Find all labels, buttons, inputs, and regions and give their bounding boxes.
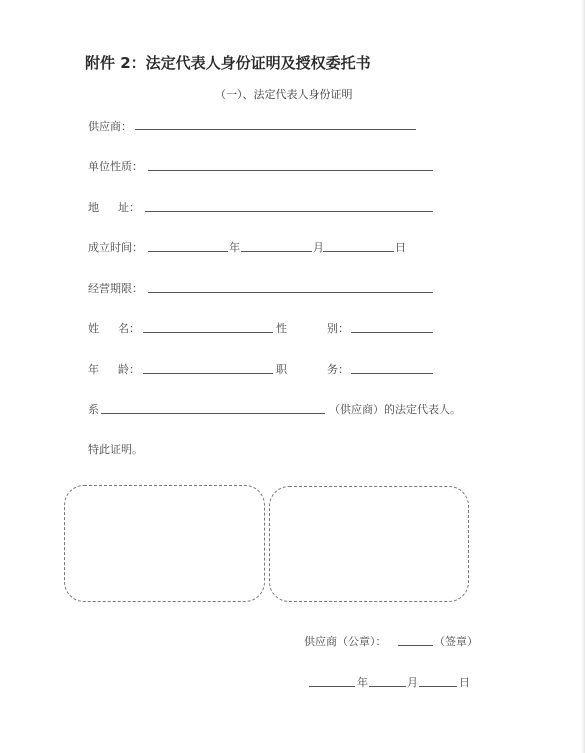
- address-label-first: 地: [88, 201, 99, 214]
- age-field[interactable]: [143, 373, 273, 374]
- sex-label-first: 性: [276, 322, 287, 335]
- position-label-first: 职: [276, 363, 287, 376]
- section-subtitle: （一）、法定代表人身份证明: [215, 88, 353, 101]
- document-title: 附件 2：法定代表人身份证明及授权委托书: [85, 54, 371, 72]
- sex-label-second: 别：: [327, 322, 349, 335]
- unit-nature-label: 单位性质：: [88, 160, 143, 173]
- sign-label: （签章）: [434, 635, 478, 648]
- position-label-second: 务：: [327, 363, 349, 376]
- unit-nature-field[interactable]: [148, 170, 433, 171]
- seal-field[interactable]: [398, 645, 433, 646]
- founded-year-unit: 年: [229, 241, 240, 254]
- sex-field[interactable]: [351, 332, 433, 333]
- id-card-back-box: [269, 486, 469, 602]
- founded-label: 成立时间：: [88, 241, 143, 254]
- legal-rep-supplier-field[interactable]: [101, 413, 325, 414]
- legal-rep-text: （供应商）的法定代表人。: [329, 403, 461, 416]
- supplier-field[interactable]: [135, 129, 416, 130]
- age-label-first: 年: [88, 363, 99, 376]
- page-edge-shadow: [581, 0, 585, 753]
- footer-month-unit: 月: [407, 676, 418, 689]
- supplier-seal-label: 供应商（公章）：: [304, 635, 387, 648]
- footer-year-field[interactable]: [309, 686, 355, 687]
- founded-day-field[interactable]: [323, 251, 394, 252]
- address-field[interactable]: [145, 211, 433, 212]
- age-label-second: 龄：: [118, 363, 140, 376]
- supplier-label: 供应商：: [88, 120, 132, 133]
- certify-text: 特此证明。: [88, 443, 143, 456]
- address-label-second: 址：: [118, 201, 140, 214]
- position-field[interactable]: [351, 373, 433, 374]
- footer-day-field[interactable]: [419, 686, 457, 687]
- name-label-second: 名：: [118, 322, 140, 335]
- founded-month-unit: 月: [313, 241, 324, 254]
- is-label: 系: [88, 403, 99, 416]
- footer-month-field[interactable]: [369, 686, 406, 687]
- founded-month-field[interactable]: [241, 251, 312, 252]
- founded-year-field[interactable]: [148, 251, 228, 252]
- id-card-front-box: [64, 485, 265, 602]
- business-term-label: 经营期限：: [88, 282, 143, 295]
- footer-day-unit: 日: [459, 676, 470, 689]
- name-field[interactable]: [143, 332, 273, 333]
- founded-day-unit: 日: [395, 241, 406, 254]
- footer-year-unit: 年: [357, 676, 368, 689]
- name-label-first: 姓: [88, 322, 99, 335]
- business-term-field[interactable]: [148, 292, 433, 293]
